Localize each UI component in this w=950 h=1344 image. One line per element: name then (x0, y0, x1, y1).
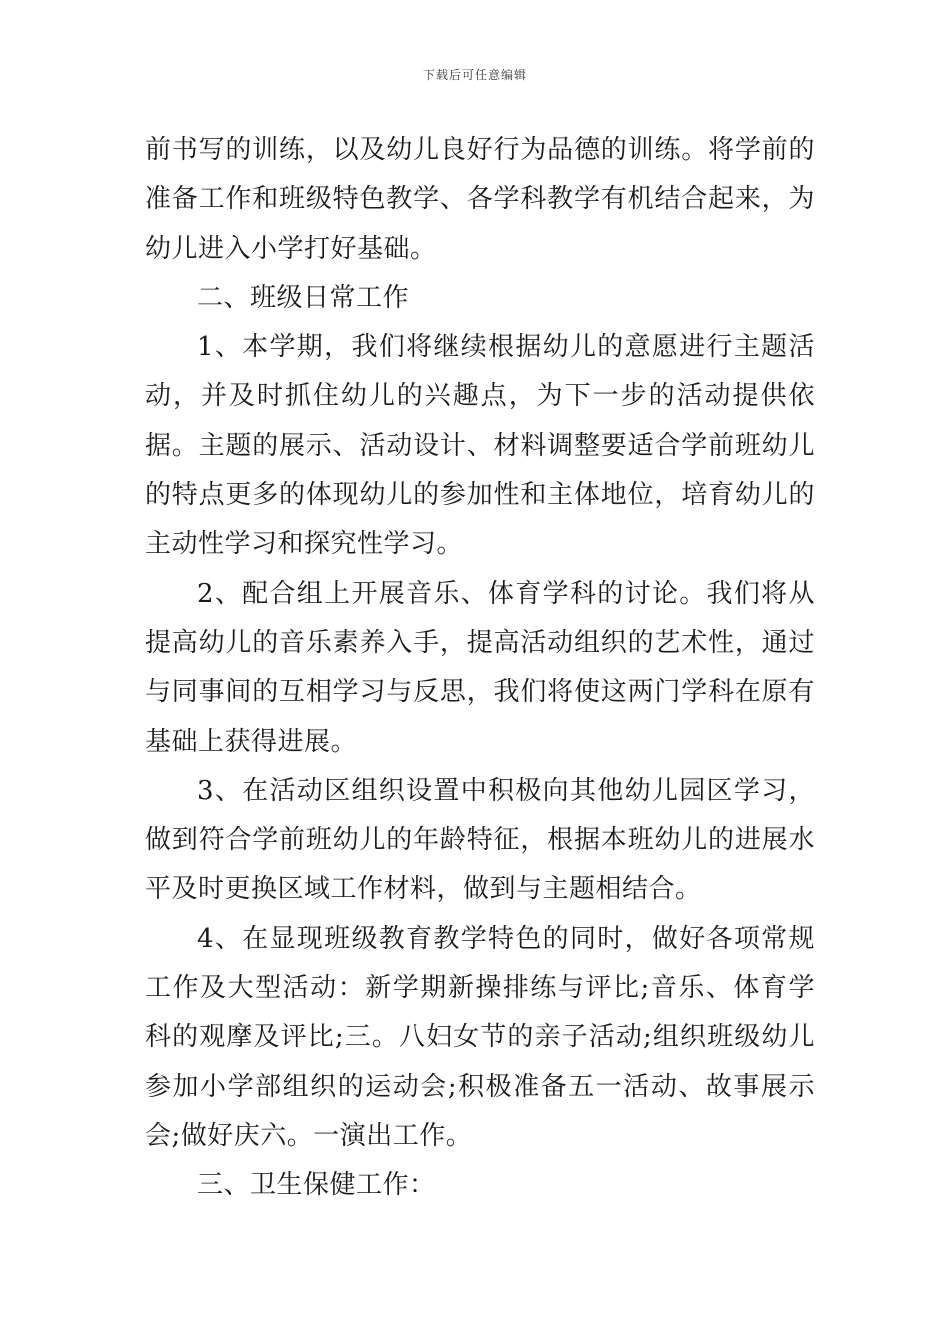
section-heading-daily-work: 二、班级日常工作 (197, 282, 410, 313)
section-heading-health-care: 三、卫生保健工作： (197, 1170, 436, 1201)
paragraph-item-1: 1、本学期，我们将继续根据幼儿的意愿进行主题活动，并及时抓住幼儿的兴趣点，为下一步的活动提供依据。主题的展示、活动设计、材料调整要适合学前班幼儿的特点更多的体现幼儿的参加性和主体地位，培育幼儿的主动性学习和探究性学习。 (145, 332, 815, 560)
document-body (145, 126, 815, 1211)
paragraph-item-4: 4、在显现班级教育教学特色的同时，做好各项常规工作及大型活动：新学期新操排练与评比;音乐、体育学科的观摩及评比;三。八妇女节的亲子活动;组织班级幼儿参加小学部组织的运动会;积极准备五一活动、故事展示会;做好庆六。一演出工作。 (145, 923, 815, 1151)
paragraph-item-2: 2、配合组上开展音乐、体育学科的讨论。我们将从提高幼儿的音乐素养入手，提高活动组织的艺术性，通过与同事间的互相学习与反思，我们将使这两门学科在原有基础上获得进展。 (145, 578, 815, 757)
paragraph-continuation: 前书写的训练，以及幼儿良好行为品德的训练。将学前的准备工作和班级特色教学、各学科教学有机结合起来，为幼儿进入小学打好基础。 (145, 135, 815, 264)
header-note: 下载后可任意编辑 (422, 68, 527, 82)
paragraph-item-3: 3、在活动区组织设置中积极向其他幼儿园区学习，做到符合学前班幼儿的年龄特征，根据本班幼儿的进展水平及时更换区域工作材料，做到与主题相结合。 (145, 775, 815, 905)
